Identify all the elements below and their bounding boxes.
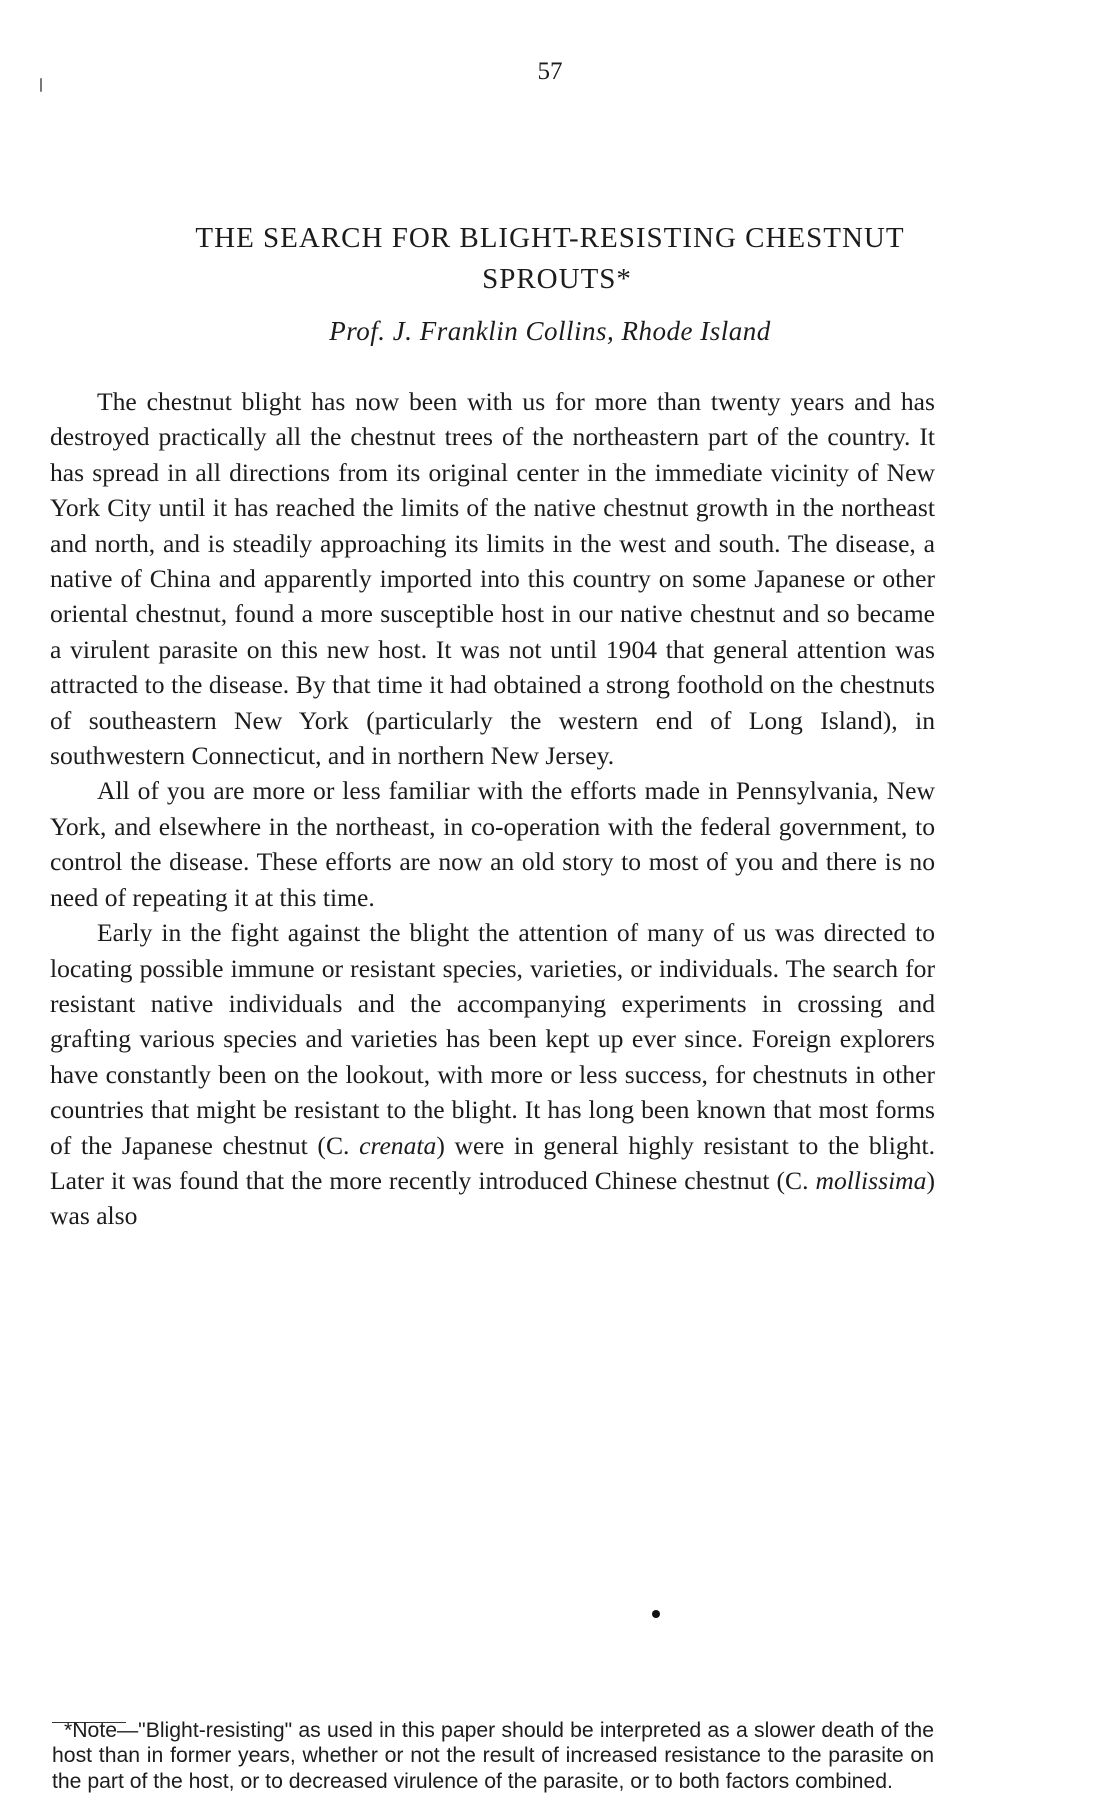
title-line-1: THE SEARCH FOR BLIGHT-RESISTING CHESTNUT xyxy=(195,222,905,254)
species-mollissima: mollissima xyxy=(815,1165,927,1195)
author-byline: Prof. J. Franklin Collins, Rhode Island xyxy=(329,316,771,346)
species-crenata: crenata xyxy=(359,1130,437,1160)
paragraph-3-text-b: ) were in general highly resistant to the blight. Later it was found that the more recently introduced Chinese chestnut (C. xyxy=(50,1130,935,1195)
page-number: 57 xyxy=(537,58,563,85)
print-speck xyxy=(40,78,42,92)
print-speck xyxy=(652,1610,660,1618)
paragraph-3 xyxy=(50,915,935,1234)
paragraph-1: The chestnut blight has now been with us for more than twenty years and has destroyed practically all the chestnut trees of the northeastern part of the country. It has spread in all directions from its original center in the immediate vicinity of New York City until it has reached the limits of the native chestnut growth in the northeast and north, and is steadily approaching its limits in the west and south. The disease, a native of China and apparently imported into this country on some Japanese or other oriental chestnut, found a more susceptible host in our native chestnut and so became a virulent parasite on this new host. It was not until 1904 that general attention was attracted to the disease. By that time it had obtained a strong foothold on the chestnuts of southeastern New York (particularly the western end of Long Island), in southwestern Connecticut, and in northern New Jersey. xyxy=(50,387,935,771)
article-body xyxy=(50,384,935,1234)
title-line-2: SPROUTS* xyxy=(482,263,632,295)
footnote: *Note—"Blight-resisting" as used in this paper should be interpreted as a slower death of the host than in former years, whether or not the result of increased resistance to the parasite on the part of the host, or to decreased virulence of the parasite, or to both factors combined. xyxy=(52,1719,934,1793)
article-title xyxy=(60,218,1040,300)
paragraph-3-text-a: Early in the fight against the blight the attention of many of us was directed to locating possible immune or resistant species, varieties, or individuals. The search for resistant native individuals and the accompanying experiments in crossing and grafting various species and varieties has been kept up ever since. Foreign explorers have constantly been on the lookout, with more or less success, for chestnuts in other countries that might be resistant to the blight. It has long been known that most forms of the Japanese chestnut (C. xyxy=(50,918,935,1160)
paragraph-3-text-c: ) was also xyxy=(50,1165,935,1231)
paragraph-2: All of you are more or less familiar with the efforts made in Pennsylvania, New York, and elsewhere in the northeast, in co-operation with the federal government, to control the disease. These efforts are now an old story to most of you and there is no need of repeating it at this time. xyxy=(50,776,935,912)
